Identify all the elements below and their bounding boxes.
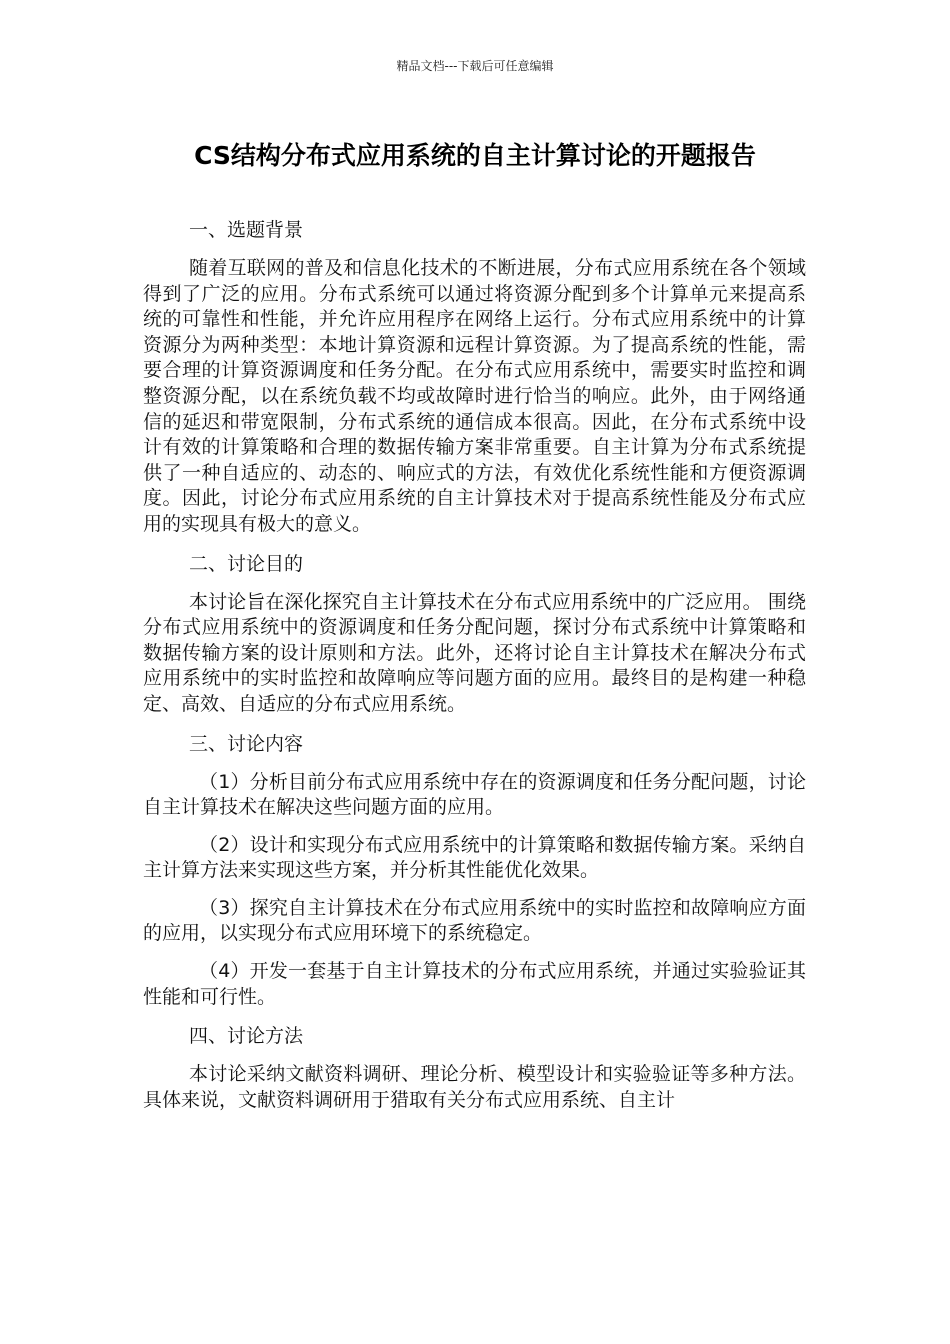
document-body	[143, 216, 806, 1125]
content-item-3: （3）探究自主计算技术在分布式应用系统中的实时监控和故障响应方面的应用，以实现分布式应用环境下的系统稳定。	[143, 896, 806, 945]
content-item-2: （2）设计和实现分布式应用系统中的计算策略和数据传输方案。采纳自主计算方法来实现这些方案，并分析其性能优化效果。	[143, 833, 806, 882]
method-paragraph: 本讨论采纳文献资料调研、理论分析、模型设计和实验验证等多种方法。 具体来说，文献资料调研用于猎取有关分布式应用系统、自主计	[143, 1063, 806, 1111]
section-heading-method: 四、讨论方法	[189, 1025, 304, 1048]
page-header: 精品文档---下载后可任意编辑	[396, 59, 554, 73]
section-heading-background: 一、选题背景	[189, 219, 304, 241]
purpose-paragraph: 本讨论旨在深化探究自主计算技术在分布式应用系统中的广泛应用。 围绕分布式应用系统中的资源调度和任务分配问题，探讨分布式系统中计算策略和数据传输方案的设计原则和方法。此外，还将讨论自主计算技术在解决分布式应用系统中的实时监控和故障响应等问题方面的应用。最终目的是构建一种稳定、高效、自适应的分布式应用系统。	[143, 590, 806, 715]
content-item-1: （1）分析目前分布式应用系统中存在的资源调度和任务分配问题，讨论自主计算技术在解决这些问题方面的应用。	[143, 770, 806, 819]
background-paragraph: 随着互联网的普及和信息化技术的不断进展，分布式应用系统在各个领域得到了广泛的应用。分布式系统可以通过将资源分配到多个计算单元来提高系统的可靠性和性能，并允许应用程序在网络上运行。分布式应用系统中的计算资源分为两种类型：本地计算资源和远程计算资源。为了提高系统的性能，需要合理的计算资源调度和任务分配。在分布式应用系统中，需要实时监控和调整资源分配，以在系统负载不均或故障时进行恰当的响应。此外，由于网络通信的延迟和带宽限制，分布式系统的通信成本很高。因此，在分布式系统中设计有效的计算策略和合理的数据传输方案非常重要。自主计算为分布式系统提供了一种自适应的、动态的、响应式的方法，有效优化系统性能和方便资源调度。因此，讨论分布式应用系统的自主计算技术对于提高系统性能及分布式应用的实现具有极大的意义。	[143, 257, 806, 535]
content-item-4: （4）开发一套基于自主计算技术的分布式应用系统，并通过实验验证其性能和可行性。	[143, 960, 806, 1008]
section-heading-purpose: 二、讨论目的	[189, 552, 304, 575]
section-heading-content: 三、讨论内容	[189, 732, 304, 755]
document-title: CS结构分布式应用系统的自主计算讨论的开题报告	[194, 141, 756, 170]
